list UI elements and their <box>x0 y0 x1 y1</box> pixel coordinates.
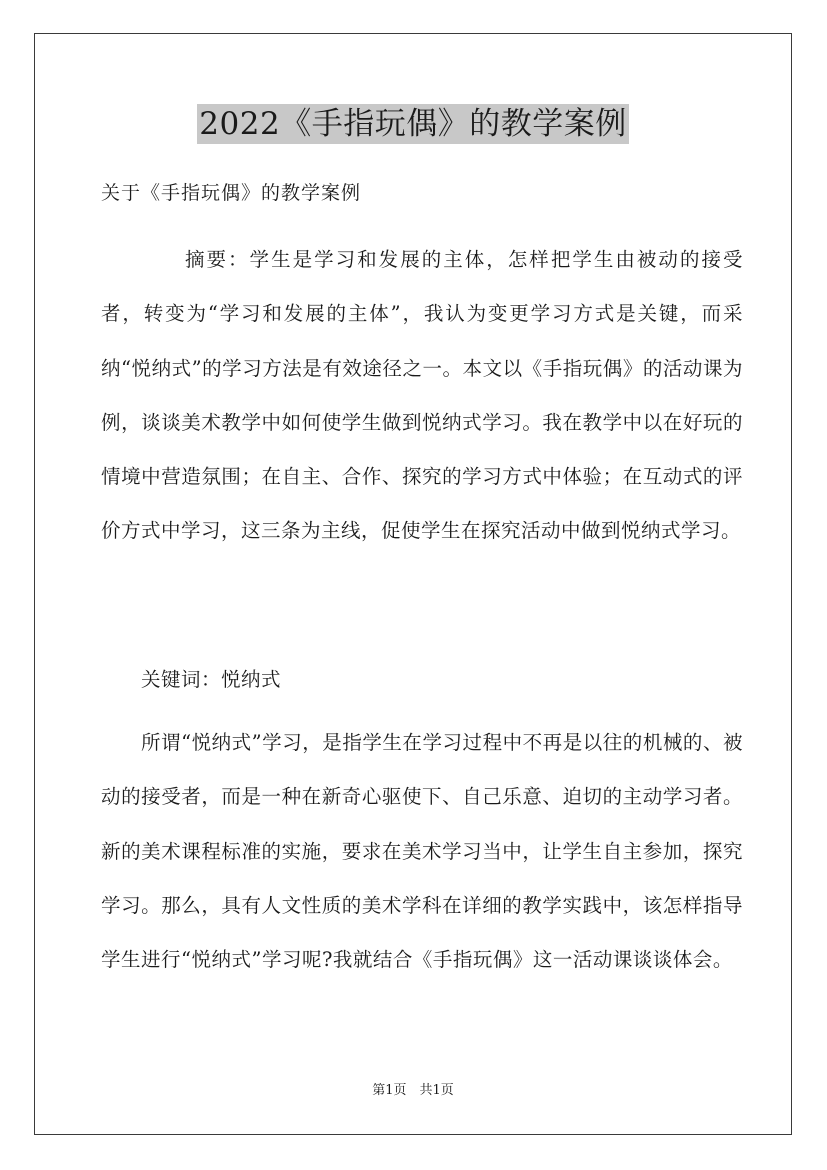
document-subtitle: 关于《手指玩偶》的教学案例 <box>101 182 362 204</box>
keywords-line: 关键词：悦纳式 <box>141 668 282 691</box>
title-container <box>35 104 791 144</box>
page-footer: 第1页 共1页 <box>372 1083 454 1098</box>
abstract-paragraph: 摘要：学生是学习和发展的主体，怎样把学生由被动的接受者，转变为“学习和发展的主体”，我认为变更学习方式是关键，而采纳“悦纳式”的学习方法是有效途径之一。本文以《手指玩偶》的活动课为例，谈谈美术教学中如何使学生做到悦纳式学习。我在教学中以在好玩的情境中营造氛围；在自主、合作、探究的学习方式中体验；在互动式的评价方式中学习，这三条为主线，促使学生在探究活动中做到悦纳式学习。 <box>101 248 743 543</box>
page-frame <box>34 33 792 1135</box>
body-paragraph: 所谓“悦纳式”学习，是指学生在学习过程中不再是以往的机械的、被动的接受者，而是一种在新奇心驱使下、自己乐意、迫切的主动学习者。新的美术课程标准的实施，要求在美术学习当中，让学生自主参加，探究学习。那么，具有人文性质的美术学科在详细的教学实践中，该怎样指导学生进行“悦纳式”学习呢?我就结合《手指玩偶》这一活动课谈谈体会。 <box>101 731 743 972</box>
document-title: 2022《手指玩偶》的教学案例 <box>199 106 627 142</box>
